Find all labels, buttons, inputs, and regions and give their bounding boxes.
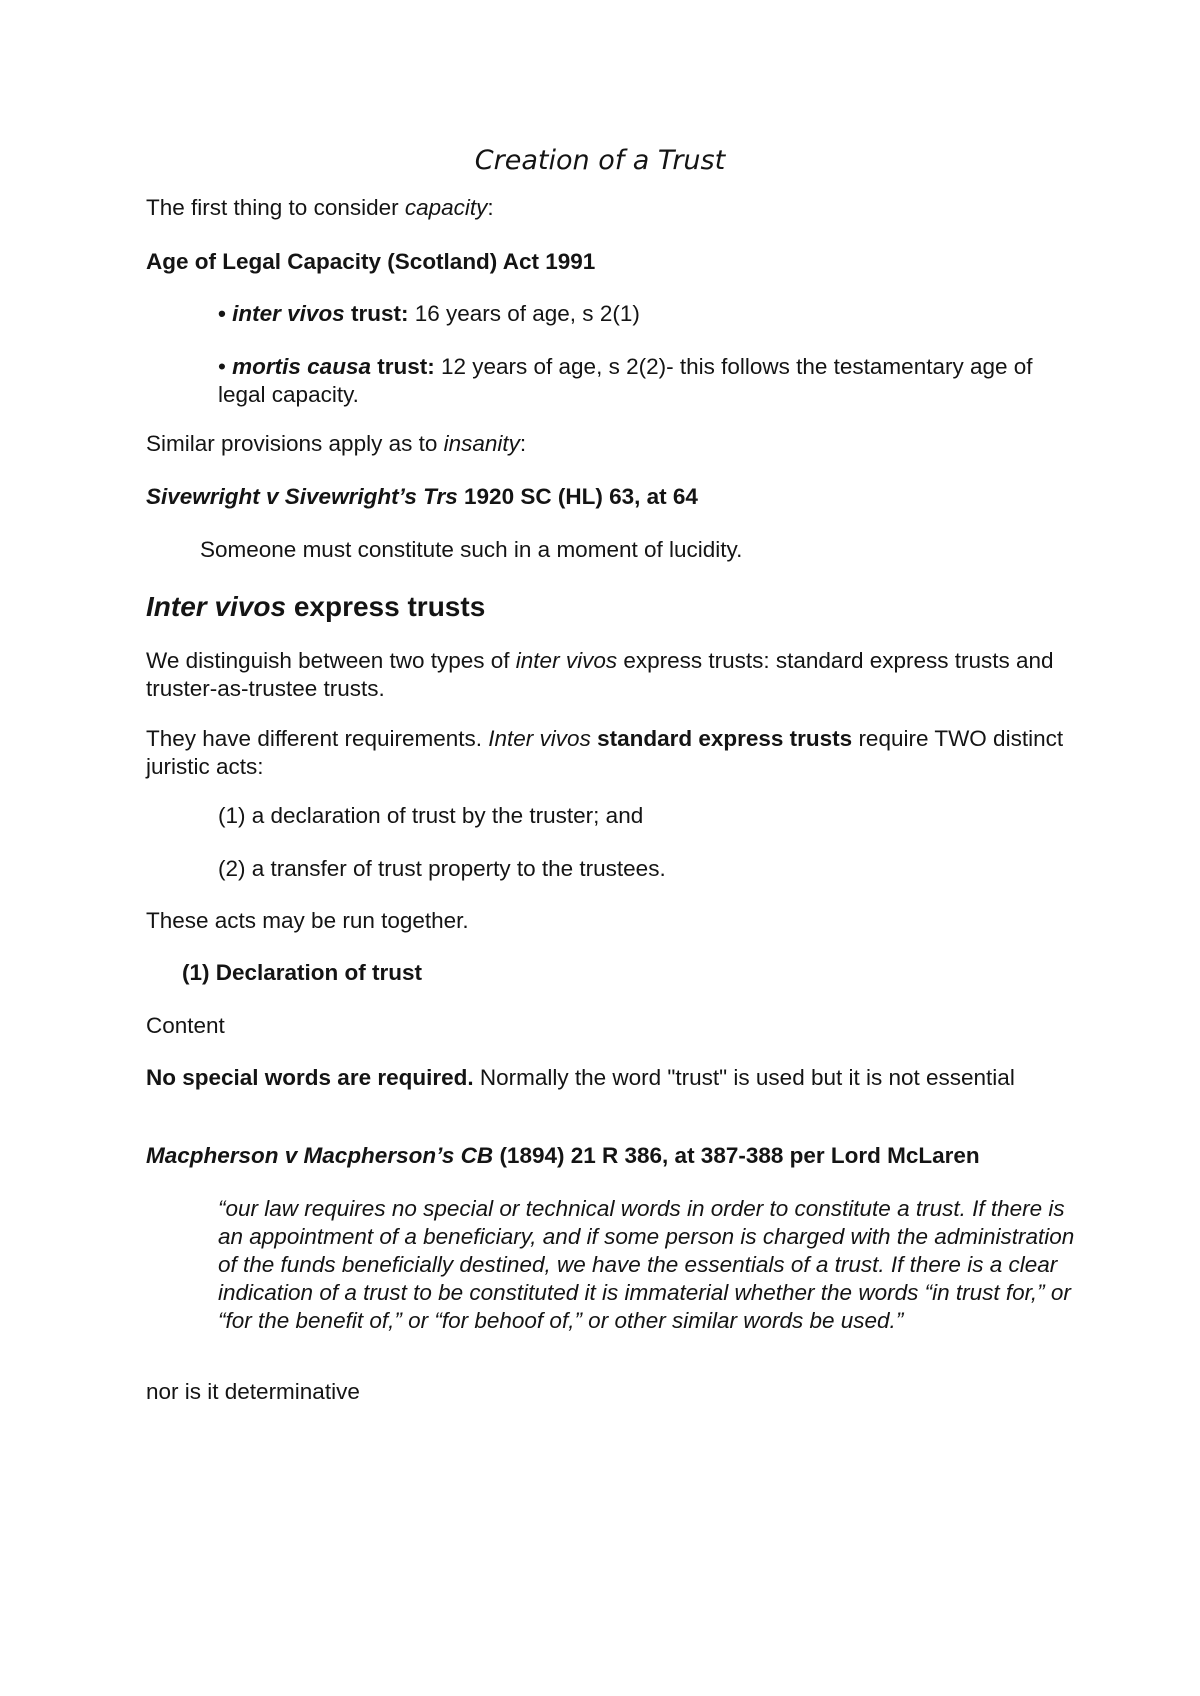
- bullet-text: 16 years of age, s 2(1): [408, 301, 640, 326]
- case-note: Someone must constitute such in a moment of lucidity.: [200, 537, 743, 562]
- intro-paragraph: [146, 194, 1076, 222]
- document-title: Creation of a Trust: [474, 145, 726, 176]
- paragraph-bold: No special words are required.: [146, 1065, 474, 1090]
- paragraph-emphasis: inter vivos: [515, 648, 618, 673]
- content-label: Content: [146, 1013, 225, 1038]
- paragraph-bold: standard express trusts: [590, 726, 853, 751]
- paragraph-text: express trusts: standard express trusts and truster-as-trustee trusts.: [146, 648, 1054, 701]
- bullet-icon: •: [218, 301, 226, 326]
- bullet-icon: •: [218, 354, 226, 379]
- section-heading-text: express trusts: [286, 591, 486, 622]
- case-reference: 1920 SC (HL) 63, at 64: [457, 484, 698, 509]
- intro-text: The first thing to consider: [146, 195, 405, 220]
- bullet-emphasis: mortis causa: [232, 354, 371, 379]
- paragraph-text: We distinguish between two types of: [146, 648, 516, 673]
- bullet-emphasis: inter vivos: [232, 301, 345, 326]
- juristic-act-2: (2) a transfer of trust property to the trustees.: [218, 856, 666, 881]
- statute-heading: Age of Legal Capacity (Scotland) Act 1991: [146, 249, 596, 274]
- insanity-text: Similar provisions apply as to: [146, 431, 444, 456]
- intro-emphasis: capacity: [404, 195, 488, 220]
- case-reference: (1894) 21 R 386, at 387-388 per Lord McLaren: [493, 1143, 980, 1168]
- insanity-paragraph: [146, 430, 1076, 458]
- paragraph-text: require TWO distinct juristic acts:: [146, 726, 1064, 779]
- bullet-bold: trust:: [370, 354, 435, 379]
- paragraph-distinguish: [146, 647, 1076, 703]
- paragraph-text: They have different requirements.: [146, 726, 489, 751]
- subheading-declaration: (1) Declaration of trust: [182, 960, 423, 985]
- insanity-colon: :: [519, 431, 527, 456]
- paragraph-text: Normally the word "trust" is used but it is not essential: [473, 1065, 1015, 1090]
- section-heading: [146, 590, 1076, 624]
- intro-colon: :: [487, 195, 494, 220]
- bullet-item-inter-vivos: [218, 300, 1078, 328]
- case-name: Sivewright v Sivewright’s Trs: [146, 484, 458, 509]
- bullet-text: 12 years of age, s 2(2)- this follows the testamentary age of legal capacity.: [218, 354, 1033, 407]
- paragraph-emphasis: Inter vivos: [488, 726, 591, 751]
- case-citation-macpherson: [146, 1142, 1076, 1170]
- paragraph-requirements: [146, 725, 1076, 781]
- paragraph-special-words: [146, 1064, 1076, 1092]
- section-heading-emphasis: Inter vivos: [146, 591, 287, 622]
- case-name: Macpherson v Macpherson’s CB: [146, 1143, 494, 1168]
- bullet-bold: trust:: [344, 301, 409, 326]
- case-citation-sivewright: [146, 483, 1076, 511]
- closing-line: nor is it determinative: [146, 1379, 360, 1404]
- judicial-quote: “our law requires no special or technical words in order to constitute a trust. If there is an appointment of a beneficiary, and if some person is charged with the administration of the funds beneficially destined, we have the essentials of a trust. If there is a clear indication of a trust to be constituted it is immaterial whether the words “in trust for,” or “for the benefit of,” or “for behoof of,” or other similar words be used.”: [218, 1196, 1075, 1333]
- paragraph-run-together: These acts may be run together.: [146, 908, 469, 933]
- juristic-act-1: (1) a declaration of trust by the truster; and: [218, 803, 644, 828]
- bullet-item-mortis-causa: [218, 353, 1078, 409]
- insanity-emphasis: insanity: [443, 431, 520, 456]
